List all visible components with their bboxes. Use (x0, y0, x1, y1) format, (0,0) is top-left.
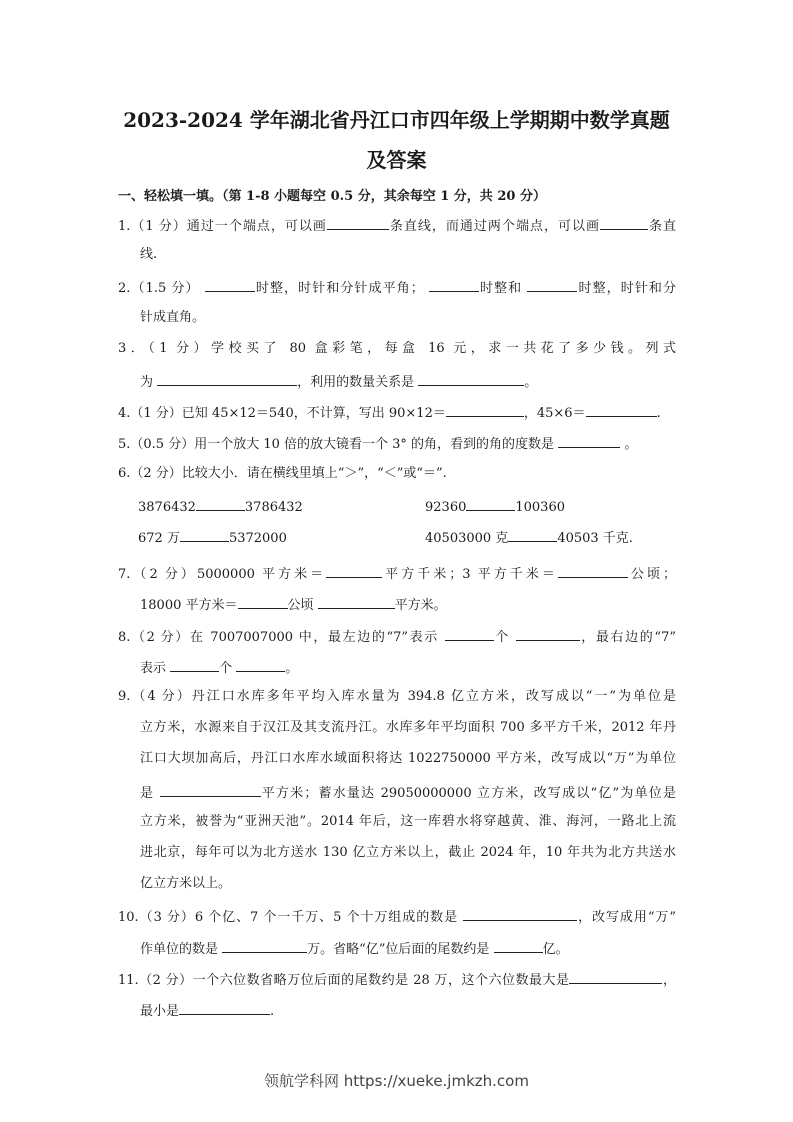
answer-blank[interactable] (157, 371, 297, 386)
question-text: 100360 (515, 499, 565, 515)
question-8-line-2 (140, 657, 298, 678)
answer-blank[interactable] (179, 1000, 270, 1015)
question-text: 40503000 克 (425, 531, 509, 546)
question-text: 平方米。 (394, 598, 447, 614)
question-text: ，最右边的“7” (579, 629, 676, 645)
answer-blank[interactable] (418, 371, 524, 386)
question-9-line-3 (140, 750, 676, 768)
answer-blank[interactable] (558, 433, 620, 448)
answer-blank[interactable] (558, 563, 628, 578)
question-text: 针成直角。 (140, 309, 206, 325)
question-7-line-2 (140, 594, 447, 615)
question-text: 公顷； (627, 567, 676, 583)
question-text: 9.（4 分）丹江口水库多年平均入库水量为 394.8 亿立方米，改写成以“一”为单位是 (118, 689, 676, 704)
comparison-right-column (425, 527, 633, 548)
question-9-line-6 (140, 844, 676, 862)
answer-blank[interactable] (205, 277, 255, 292)
question-text: 江口大坝加高后，丹江口水库水域面积将达 1022750000 平方米，改写成以“万”为单位 (140, 751, 676, 767)
question-text: 10.（3 分）6 个亿、7 个一千万、5 个十万组成的数是 (118, 910, 464, 926)
question-text: 3876432 (138, 499, 196, 515)
answer-blank[interactable] (170, 657, 219, 672)
question-text: 。 (620, 437, 638, 453)
question-text: 平方千米；3 平方千米＝ (382, 567, 558, 583)
question-text: 5372000 (228, 531, 287, 546)
question-9-line-5 (140, 813, 676, 831)
question-text: 672 万 (138, 531, 180, 546)
answer-blank[interactable] (466, 496, 515, 511)
answer-blank[interactable] (196, 496, 245, 511)
question-text: 进北京，每年可以为北方送水 130 亿立方米以上，截止 2024 年，10 年共为北方共送水 (140, 845, 676, 860)
document-title-line-1: 2023-2024 学年湖北省丹江口市四年级上学期期中数学真题 (123, 108, 670, 132)
answer-blank[interactable] (236, 657, 285, 672)
answer-blank[interactable] (508, 527, 557, 542)
question-text: 18000 平方米＝ (140, 598, 238, 614)
answer-blank[interactable] (326, 563, 382, 578)
question-text: 条直线，而通过两个端点，可以画 (388, 219, 600, 234)
question-text: 40503 千克. (557, 531, 633, 546)
answer-blank[interactable] (238, 594, 288, 609)
question-5-line-1 (118, 433, 637, 454)
question-text: ，改写成用“万” (577, 910, 677, 926)
question-3-line-1 (118, 340, 676, 358)
question-text: ，利用的数量关系是 (297, 375, 419, 390)
answer-blank[interactable] (318, 594, 395, 609)
question-text: 个 (493, 629, 516, 645)
answer-blank[interactable] (222, 938, 307, 953)
question-9-line-2 (140, 719, 676, 737)
question-6-line-2 (138, 496, 565, 517)
question-text: ，45×6＝ (523, 406, 586, 422)
question-text: 时整，时针和分 (577, 281, 676, 297)
question-text: . (656, 406, 661, 422)
question-text: 是 (140, 785, 160, 801)
question-text: 8.（2 分）在 7007007000 中，最左边的“7”表示 (118, 629, 445, 645)
question-text: 亿立方米以上。 (140, 876, 232, 892)
answer-blank[interactable] (494, 938, 543, 953)
question-text: 4.（1 分）已知 45×12＝540，不计算，写出 90×12＝ (118, 406, 446, 422)
answer-blank[interactable] (446, 402, 524, 417)
question-text: 2.（1.5 分） (118, 281, 205, 297)
question-10-line-1 (118, 906, 676, 927)
question-11-line-2 (140, 1000, 274, 1021)
question-text: 3786432 (244, 499, 303, 515)
answer-blank[interactable] (463, 906, 577, 921)
answer-blank[interactable] (586, 402, 657, 417)
answer-blank[interactable] (445, 626, 494, 641)
question-text: 线. (140, 247, 158, 263)
question-text: 平方米；蓄水量达 29050000000 立方米，改写成以“亿”为单位是 (260, 785, 676, 801)
question-text: . (270, 1004, 275, 1019)
question-9-line-4 (140, 782, 676, 803)
question-text: 11.（2 分）一个六位数省略万位后面的尾数约是 28 万，这个六位数最大是 (118, 972, 570, 988)
question-text: 亿。 (542, 941, 569, 957)
question-10-line-2 (140, 938, 569, 959)
question-2-line-2 (140, 309, 205, 327)
answer-blank[interactable] (327, 215, 389, 230)
question-9-line-7 (140, 875, 231, 893)
question-1-line-2 (140, 246, 157, 264)
question-text: 。 (524, 375, 538, 390)
footer-watermark: 领航学科网 https://xueke.jmkzh.com (264, 1072, 529, 1090)
question-text: 为 (140, 375, 158, 390)
answer-blank[interactable] (600, 215, 648, 230)
question-text: 立方米，被誉为“亚洲天池”。2014 年后，这一库碧水将穿越黄、淮、海河，一路北上流 (140, 813, 676, 829)
question-text: 表示 (140, 660, 171, 676)
question-text: 5.（0.5 分）用一个放大 10 倍的放大镜看一个 3° 的角，看到的角的度数是 (118, 437, 559, 453)
question-text: 作单位的数是 (140, 941, 223, 957)
question-3-line-2 (140, 371, 537, 392)
question-text: 时整，时针和分针成平角； (254, 281, 429, 297)
question-6-line-3 (138, 527, 633, 548)
answer-blank[interactable] (527, 277, 577, 292)
question-text: 3．（1 分）学校买了 80 盒彩笔，每盒 16 元，求一共花了多少钱。列式 (118, 340, 676, 356)
question-11-line-1 (118, 969, 676, 990)
question-text: 最小是 (140, 1004, 180, 1019)
question-text: 92360 (425, 499, 467, 515)
question-text: 公顷 (287, 598, 318, 614)
answer-blank[interactable] (516, 626, 580, 641)
question-4-line-1 (118, 402, 661, 423)
question-6-line-1 (118, 465, 447, 483)
answer-blank[interactable] (429, 277, 479, 292)
section-heading: 一、轻松填一填。（第 1-8 小题每空 0.5 分，其余每空 1 分，共 20 分） (118, 189, 546, 204)
question-text: 。 (285, 660, 299, 676)
answer-blank[interactable] (160, 782, 261, 797)
question-text: ， (662, 972, 676, 988)
question-2-line-1 (118, 277, 676, 298)
question-8-line-1 (118, 626, 676, 647)
answer-blank[interactable] (569, 969, 662, 984)
question-text: 时整和 (478, 281, 528, 297)
question-9-line-1 (118, 688, 676, 706)
question-text: 7.（2 分）5000000 平方米＝ (118, 567, 327, 583)
question-text: 1.（1 分）通过一个端点，可以画 (118, 219, 327, 234)
question-text: 6.（2 分）比较大小．请在横线里填上“＞”，“＜”或“＝”. (118, 465, 447, 481)
question-text: 个 (219, 660, 237, 676)
question-1-line-1 (118, 215, 676, 236)
comparison-right-column (425, 496, 565, 517)
question-7-line-1 (118, 563, 676, 584)
answer-blank[interactable] (180, 527, 229, 542)
question-text: 万。省略“亿”位后面的尾数约是 (307, 941, 494, 957)
question-text: 立方米，水源来自于汉江及其支流丹江。水库多年平均面积 700 多平方千米，2012 年丹 (140, 720, 676, 736)
question-text: 条直 (647, 219, 676, 234)
document-title-line-2: 及答案 (366, 148, 427, 172)
